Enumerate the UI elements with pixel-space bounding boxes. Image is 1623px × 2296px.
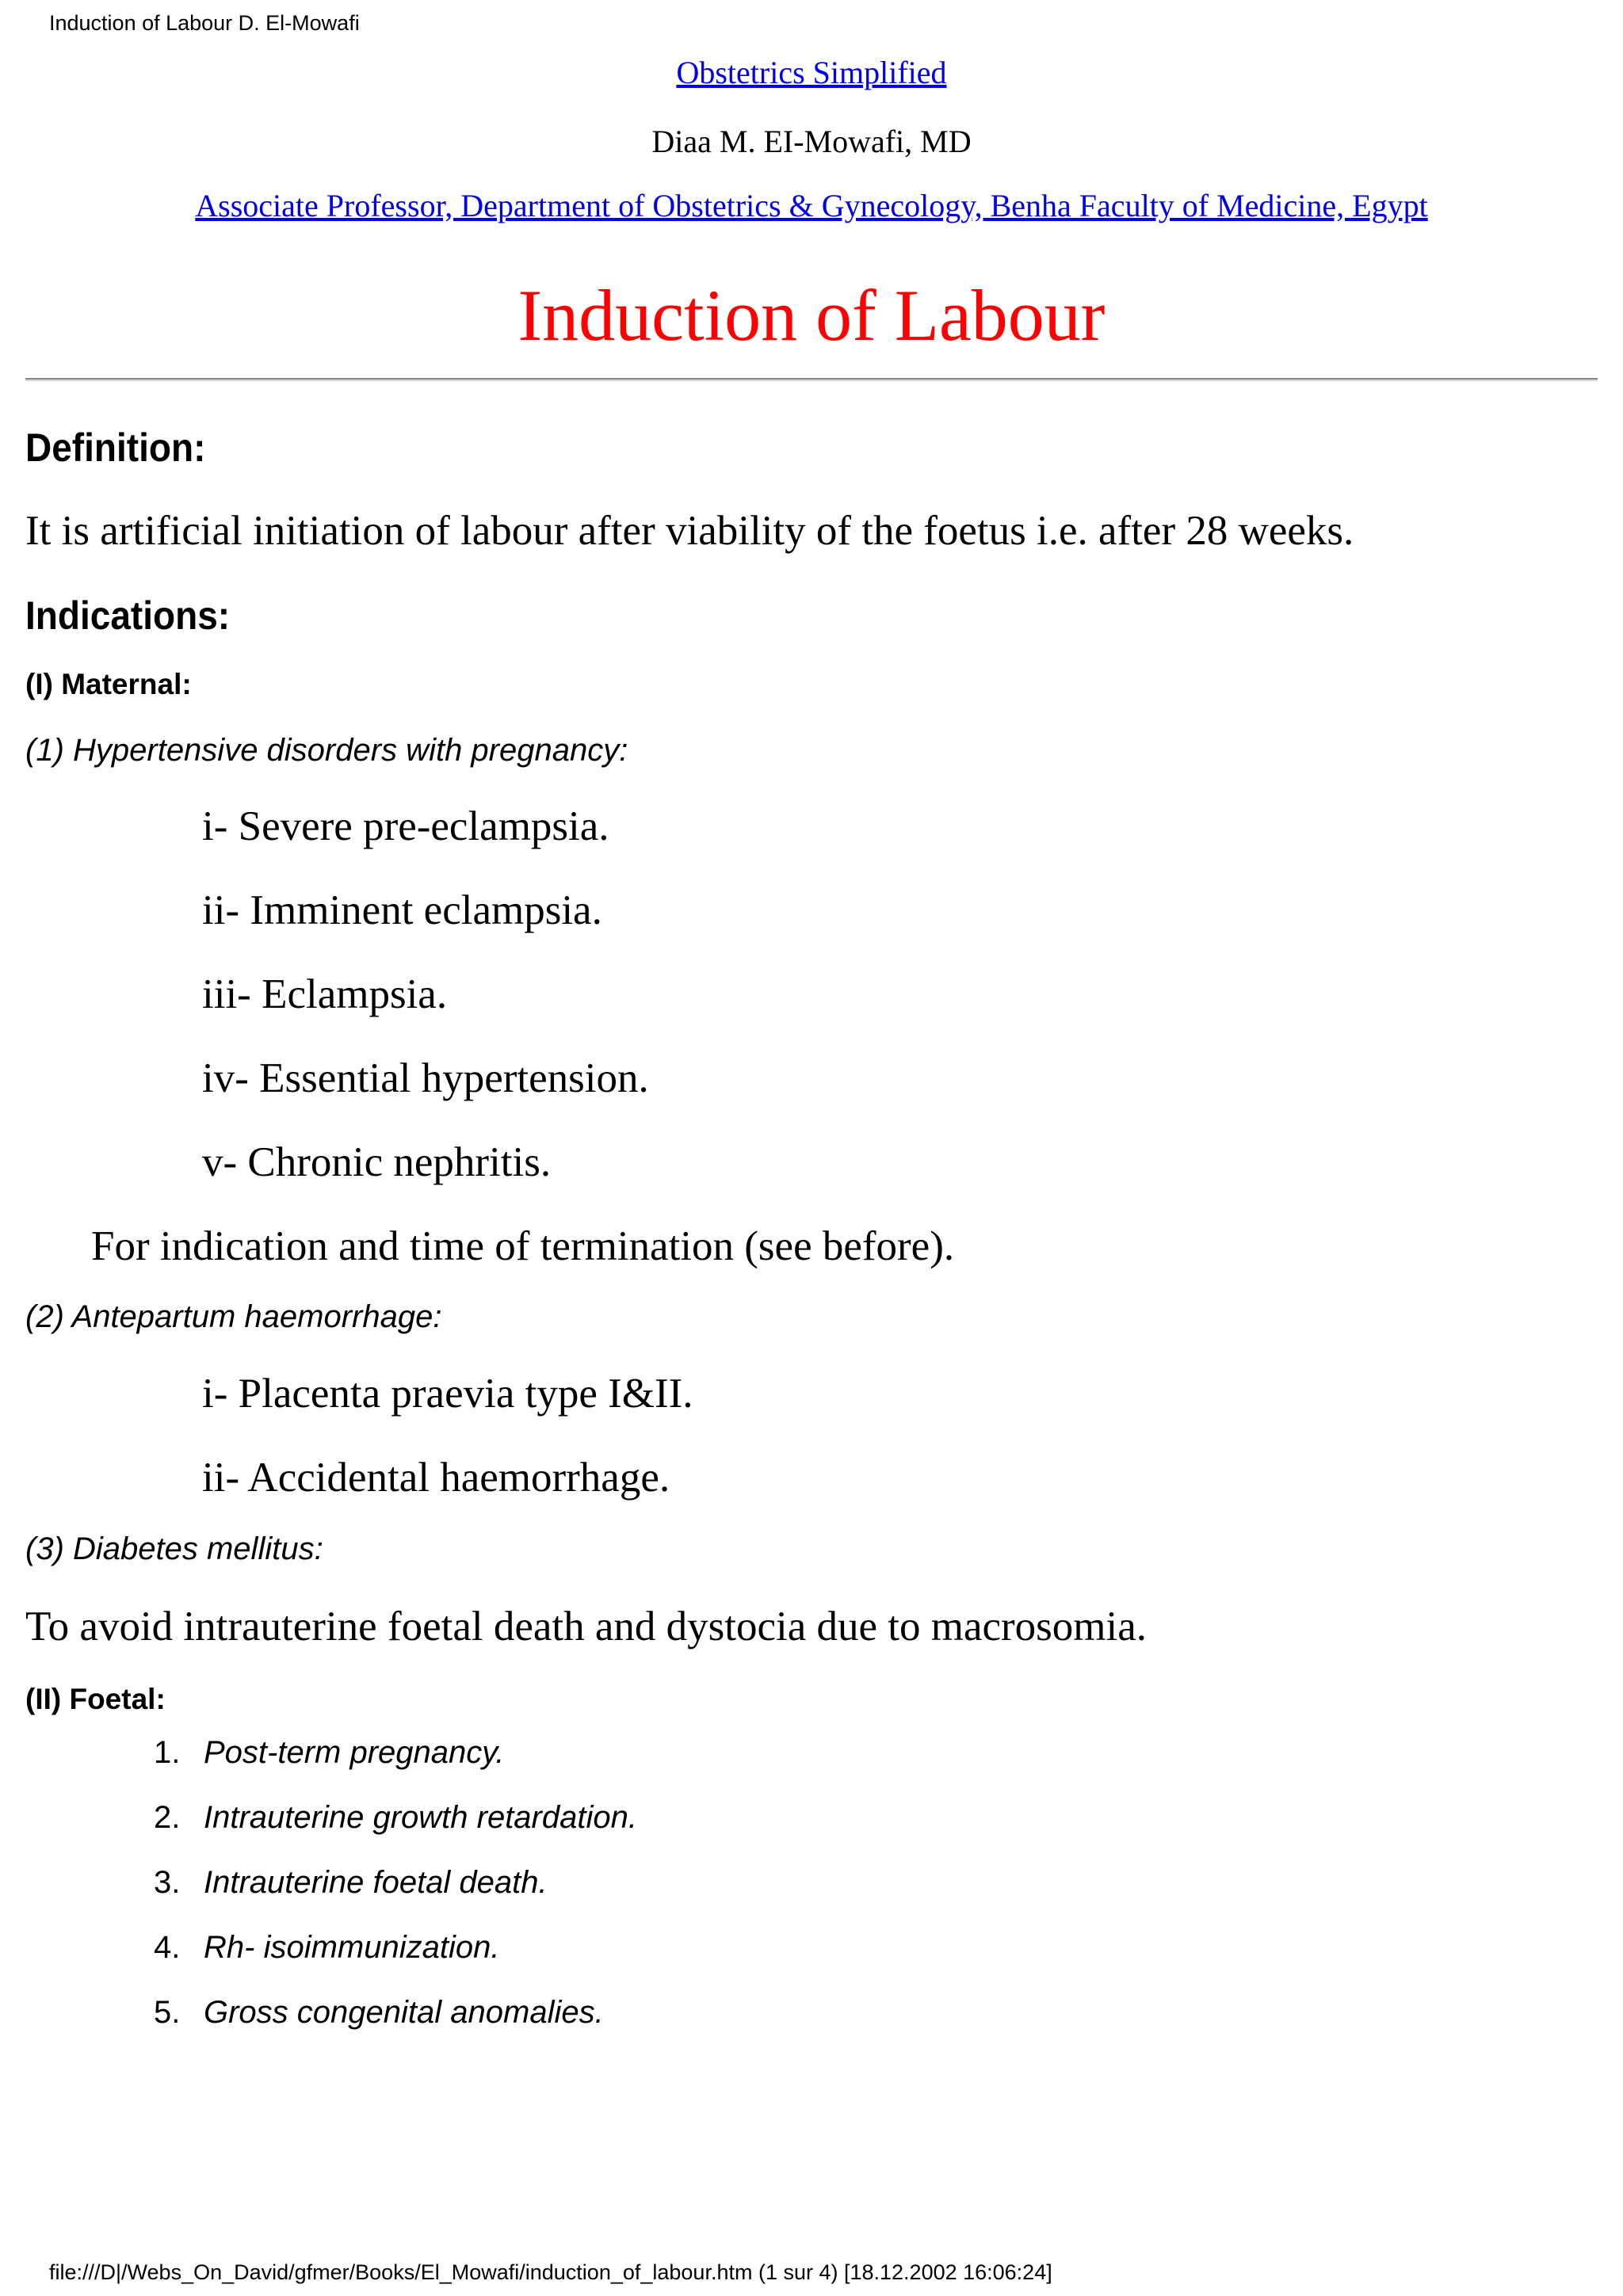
list-item: iv- Essential hypertension.: [202, 1055, 649, 1101]
list-item: iii- Eclampsia.: [202, 971, 448, 1017]
diabetes-heading: (3) Diabetes mellitus:: [25, 1531, 323, 1566]
maternal-heading: (I) Maternal:: [25, 668, 192, 700]
horizontal-rule: [25, 378, 1598, 381]
list-text: Intrauterine growth retardation.: [204, 1800, 637, 1835]
indications-heading: Indications:: [25, 593, 231, 638]
aph-heading: (2) Antepartum haemorrhage:: [25, 1299, 442, 1334]
list-number: 2.: [154, 1800, 181, 1835]
print-header: Induction of Labour D. El-Mowafi: [49, 11, 360, 35]
list-number: 3.: [154, 1865, 181, 1900]
foetal-heading: (II) Foetal:: [25, 1683, 166, 1715]
definition-text: It is artificial initiation of labour after viability of the foetus i.e. after 28 weeks.: [25, 508, 1354, 554]
list-text: Intrauterine foetal death.: [204, 1865, 548, 1900]
termination-note: For indication and time of termination (see before).: [91, 1223, 955, 1269]
list-number: 5.: [154, 1995, 181, 2030]
list-number: 4.: [154, 1930, 181, 1965]
list-text: Gross congenital anomalies.: [204, 1995, 604, 2030]
affiliation-link[interactable]: Associate Professor, Department of Obstetrics & Gynecology, Benha Faculty of Medicine, Egypt: [195, 188, 1428, 223]
list-item: i- Placenta praevia type I&II.: [202, 1371, 693, 1417]
definition-heading: Definition:: [25, 425, 206, 470]
list-text: Rh- isoimmunization.: [204, 1930, 500, 1965]
list-item: ii- Imminent eclampsia.: [202, 887, 602, 933]
diabetes-text: To avoid intrauterine foetal death and dystocia due to macrosomia.: [25, 1604, 1148, 1650]
list-item: v- Chronic nephritis.: [202, 1139, 552, 1185]
book-link[interactable]: Obstetrics Simplified: [676, 55, 947, 90]
print-footer: file:///D|/Webs_On_David/gfmer/Books/El_Mowafi/induction_of_labour.htm (1 sur 4) [18.12.2002 16:06:24]: [49, 2260, 1052, 2284]
list-item: ii- Accidental haemorrhage.: [202, 1455, 670, 1501]
author-name: Diaa M. EI-Mowafi, MD: [651, 124, 972, 159]
list-text: Post-term pregnancy.: [204, 1735, 505, 1770]
hypertensive-heading: (1) Hypertensive disorders with pregnancy:: [25, 733, 628, 768]
page-title: Induction of Labour: [517, 275, 1106, 356]
list-number: 1.: [154, 1735, 181, 1770]
list-item: i- Severe pre-eclampsia.: [202, 803, 609, 849]
